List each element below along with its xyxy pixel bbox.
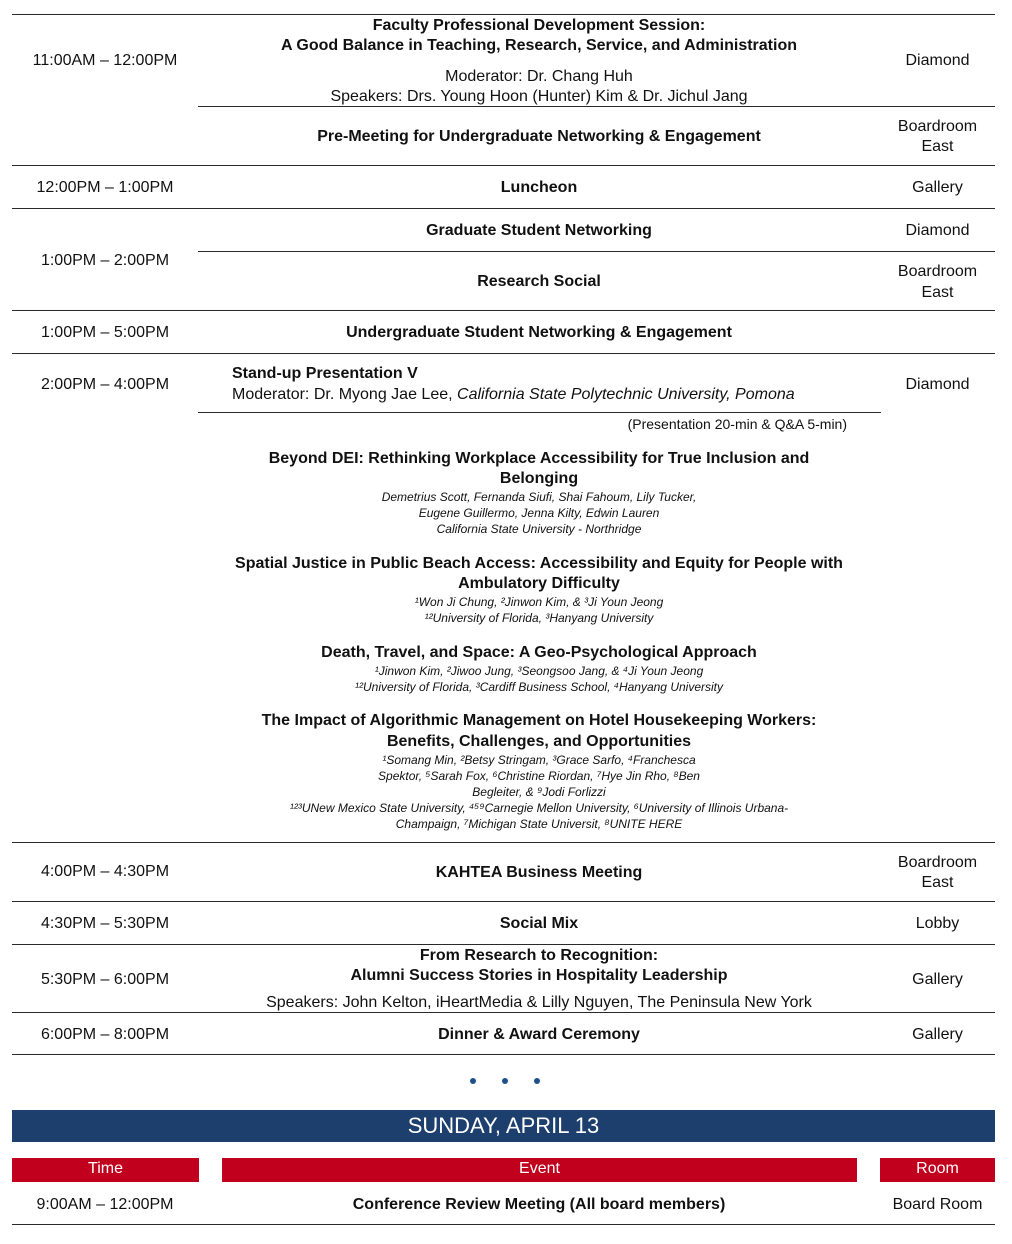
schedule-page (12, 0, 995, 1244)
time-slot: 2:00PM – 4:00PM (40, 376, 170, 393)
paper-authors: Eugene Guillermo, Jenna Kilty, Edwin Lauren (418, 506, 660, 520)
event-title: Pre-Meeting for Undergraduate Networking & Engagement (317, 128, 761, 145)
paper-authors: ¹Won Ji Chung, ²Jinwon Kim, & ³Ji Youn Jeong (414, 595, 664, 609)
rule (12, 165, 995, 166)
dot-icon (534, 1078, 540, 1084)
time-slot: 4:00PM – 4:30PM (40, 863, 170, 880)
paper-title: Beyond DEI: Rethinking Workplace Accessibility for True Inclusion and (268, 450, 810, 467)
event-title: Alumni Success Stories in Hospitality Leadership (350, 967, 728, 984)
room: East (921, 138, 954, 155)
event-title: A Good Balance in Teaching, Research, Service, and Administration (281, 37, 797, 54)
event-title: Dinner & Award Ceremony (438, 1026, 640, 1043)
paper-title: Spatial Justice in Public Beach Access: Accessibility and Equity for People with (235, 555, 843, 572)
time-slot: 9:00AM – 12:00PM (36, 1196, 174, 1213)
rule (12, 1224, 995, 1225)
paper-title: The Impact of Algorithmic Management on Hotel Housekeeping Workers: (261, 712, 817, 729)
paper-title: Ambulatory Difficulty (458, 575, 620, 592)
column-header-time: Time (12, 1158, 199, 1182)
format-note: (Presentation 20-min & Q&A 5-min) (627, 416, 847, 432)
event-title: Social Mix (499, 915, 579, 932)
paper-authors: Demetrius Scott, Fernanda Siufi, Shai Fahoum, Lily Tucker, (381, 490, 697, 504)
dot-icon (502, 1078, 508, 1084)
paper-affiliation: California State University - Northridge (436, 522, 642, 536)
event-title: Faculty Professional Development Session: (372, 17, 706, 34)
paper-affiliation: Champaign, ⁷Michigan State Universit, ⁸UNITE HERE (395, 817, 683, 831)
paper-affiliation: ¹²University of Florida, ³Hanyang University (424, 611, 654, 625)
event-title: Stand-up Presentation V (232, 365, 418, 382)
event-moderator (232, 385, 872, 405)
paper-authors: ¹Jinwon Kim, ²Jiwoo Jung, ³Seongsoo Jang, & ⁴Ji Youn Jeong (374, 664, 704, 678)
rule (12, 310, 995, 311)
time-slot: 12:00PM – 1:00PM (36, 179, 174, 196)
room: Gallery (912, 1026, 963, 1043)
event-title: Undergraduate Student Networking & Engagement (346, 324, 732, 341)
event-title: From Research to Recognition: (419, 947, 659, 964)
rule (198, 412, 881, 413)
event-title: Conference Review Meeting (All board members) (352, 1196, 726, 1213)
paper-title: Death, Travel, and Space: A Geo-Psychological Approach (321, 644, 757, 661)
time-slot: 1:00PM – 5:00PM (40, 324, 170, 341)
rule (12, 14, 995, 15)
column-header-event: Event (222, 1158, 857, 1182)
dot-icon (470, 1078, 476, 1084)
paper-title: Benefits, Challenges, and Opportunities (386, 733, 692, 750)
paper-authors: Begleiter, & ⁹Jodi Forlizzi (472, 785, 606, 799)
time-slot: 4:30PM – 5:30PM (40, 915, 170, 932)
room: Gallery (912, 179, 963, 196)
time-slot: 6:00PM – 8:00PM (40, 1026, 170, 1043)
paper-authors: Spektor, ⁵Sarah Fox, ⁶Christine Riordan, ⁷Hye Jin Rho, ⁸Ben (378, 769, 700, 783)
rule (12, 842, 995, 843)
room: Board Room (892, 1196, 983, 1213)
time-slot: 5:30PM – 6:00PM (40, 971, 170, 988)
event-speakers: Speakers: Drs. Young Hoon (Hunter) Kim & Dr. Jichul Jang (330, 88, 748, 105)
event-moderator: Moderator: Dr. Chang Huh (445, 68, 633, 85)
room: Diamond (905, 376, 970, 393)
paper-affiliation: ¹²³UNew Mexico State University, ⁴⁵⁹Carnegie Mellon University, ⁶University of Illinois Urbana- (289, 801, 789, 815)
event-title: Research Social (477, 273, 601, 290)
room: East (921, 874, 954, 891)
rule (198, 251, 995, 252)
moderator-affiliation: California State Polytechnic University, Pomona (457, 386, 795, 403)
paper-affiliation: ¹²University of Florida, ³Cardiff Business School, ⁴Hanyang University (355, 680, 723, 694)
room: Boardroom (897, 854, 978, 871)
room: East (921, 284, 954, 301)
rule (12, 901, 995, 902)
event-title: KAHTEA Business Meeting (435, 864, 643, 881)
room: Lobby (915, 915, 960, 932)
column-header-room: Room (880, 1158, 995, 1182)
rule (12, 944, 995, 945)
paper-title: Belonging (499, 470, 579, 487)
room: Gallery (912, 971, 963, 988)
event-title: Graduate Student Networking (426, 222, 652, 239)
event-speakers: Speakers: John Kelton, iHeartMedia & Lilly Nguyen, The Peninsula New York (266, 994, 812, 1011)
room: Diamond (905, 222, 970, 239)
time-slot: 11:00AM – 12:00PM (32, 52, 178, 69)
rule (12, 353, 995, 354)
day-header: SUNDAY, APRIL 13 (12, 1110, 995, 1142)
event-title: Luncheon (500, 179, 578, 196)
room: Boardroom (897, 263, 978, 280)
time-slot: 1:00PM – 2:00PM (40, 252, 170, 269)
moderator-name: Moderator: Dr. Myong Jae Lee, (232, 386, 453, 403)
room: Boardroom (897, 118, 978, 135)
room: Diamond (905, 52, 970, 69)
rule (12, 208, 995, 209)
rule (12, 1054, 995, 1055)
separator-dots (470, 1078, 540, 1084)
paper-authors: ¹Somang Min, ²Betsy Stringam, ³Grace Sarfo, ⁴Franchesca (382, 753, 696, 767)
